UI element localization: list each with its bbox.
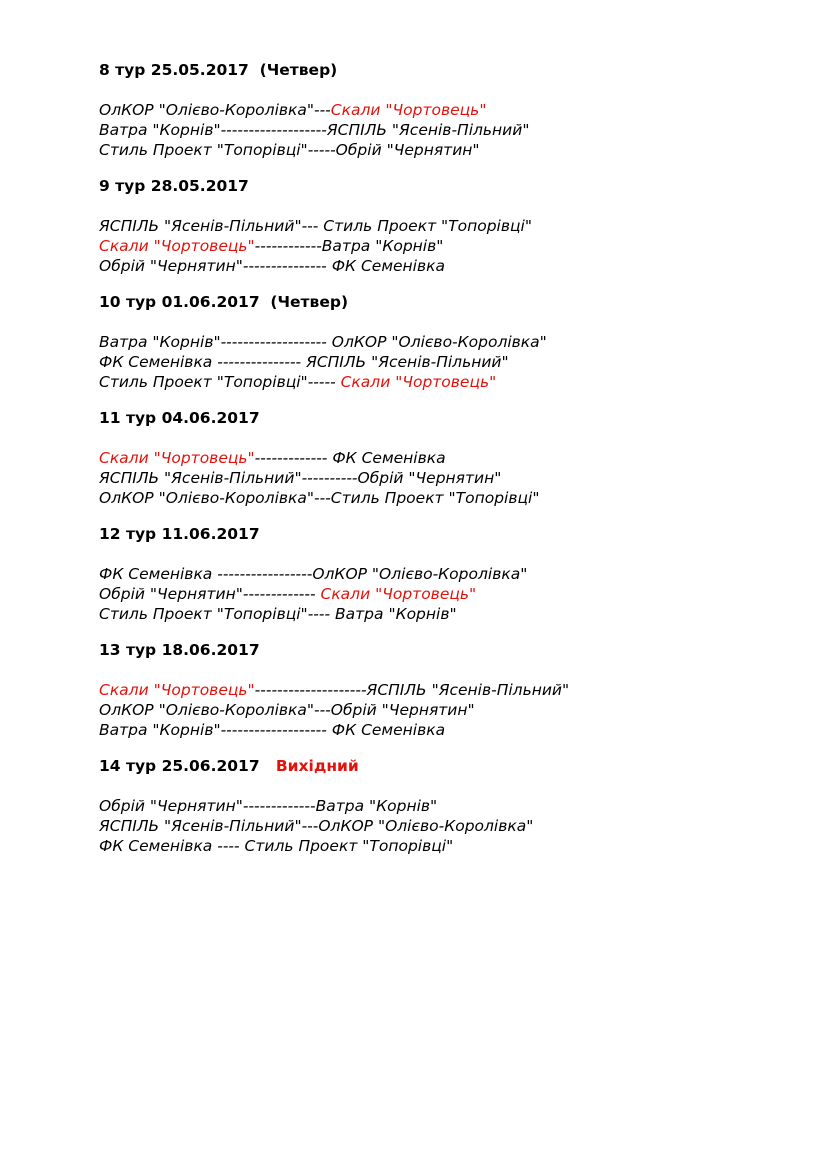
match-line	[99, 604, 799, 624]
away-team: ФК Семенівка	[332, 449, 446, 467]
away-team: ЯСПІЛЬ "Ясенів-Пільний"	[306, 353, 509, 371]
round-block	[99, 524, 799, 624]
home-team: ФК Семенівка	[99, 837, 213, 855]
schedule-document	[99, 60, 799, 872]
match-line	[99, 448, 799, 468]
away-team: Скали "Чортовець"	[340, 373, 497, 391]
home-team: ФК Семенівка	[99, 353, 213, 371]
round-block	[99, 60, 799, 160]
away-team: Ватра "Корнів"	[321, 237, 444, 255]
away-team: ФК Семенівка	[331, 721, 446, 739]
match-separator: ---	[301, 217, 324, 235]
away-team: Стиль Проект "Топорівці"	[244, 837, 454, 855]
round-date: 18.06.2017	[161, 641, 260, 659]
home-team: Ватра "Корнів"	[99, 333, 221, 351]
home-team: ОлКОР "Олієво-Королівка"	[99, 701, 314, 719]
home-team: Ватра "Корнів"	[99, 121, 221, 139]
round-number: 10 тур	[99, 293, 157, 311]
round-number: 12 тур	[99, 525, 157, 543]
match-line	[99, 564, 799, 584]
match-line	[99, 816, 799, 836]
away-team: Стиль Проект "Топорівці"	[330, 489, 540, 507]
round-heading	[99, 640, 799, 660]
round-heading	[99, 524, 799, 544]
match-line	[99, 120, 799, 140]
round-block	[99, 756, 799, 856]
match-separator: ------------	[254, 237, 322, 255]
home-team: ОлКОР "Олієво-Королівка"	[99, 489, 314, 507]
match-line	[99, 584, 799, 604]
match-separator: ---------------	[242, 257, 332, 275]
round-block	[99, 408, 799, 508]
match-separator: -----	[307, 141, 336, 159]
round-number: 13 тур	[99, 641, 157, 659]
match-line	[99, 680, 799, 700]
match-separator: ----------	[301, 469, 358, 487]
match-separator: -------------------	[220, 721, 332, 739]
home-team: Стиль Проект "Топорівці"	[99, 141, 308, 159]
round-date: 01.06.2017	[161, 293, 260, 311]
match-line	[99, 796, 799, 816]
away-team: Обрій "Чернятин"	[335, 141, 480, 159]
match-separator: ---	[314, 701, 331, 719]
home-team: Обрій "Чернятин"	[99, 257, 243, 275]
home-team: Ватра "Корнів"	[99, 721, 221, 739]
home-team: ЯСПІЛЬ "Ясенів-Пільний"	[99, 469, 302, 487]
match-line	[99, 700, 799, 720]
match-separator: -------------	[242, 797, 316, 815]
match-separator: -----------------	[212, 565, 313, 583]
round-date: 04.06.2017	[161, 409, 260, 427]
away-team: Обрій "Чернятин"	[357, 469, 502, 487]
match-separator: ---------------	[212, 353, 307, 371]
away-team: ОлКОР "Олієво-Королівка"	[331, 333, 547, 351]
match-line	[99, 140, 799, 160]
match-separator: -------------------	[220, 121, 327, 139]
match-separator: -------------	[242, 585, 321, 603]
round-heading	[99, 292, 799, 312]
away-team: Ватра "Корнів"	[315, 797, 438, 815]
round-number: 14 тур	[99, 757, 157, 775]
match-separator: -------------	[254, 449, 333, 467]
match-separator: ---	[301, 817, 319, 835]
match-line	[99, 100, 799, 120]
match-line	[99, 836, 799, 856]
match-line	[99, 216, 799, 236]
home-team: Обрій "Чернятин"	[99, 585, 243, 603]
away-team: Скали "Чортовець"	[320, 585, 477, 603]
match-line	[99, 372, 799, 392]
round-note: (Четвер)	[270, 293, 349, 311]
match-line	[99, 720, 799, 740]
match-separator: ----	[212, 837, 245, 855]
away-team: Обрій "Чернятин"	[330, 701, 475, 719]
home-team: Скали "Чортовець"	[99, 449, 255, 467]
home-team: Скали "Чортовець"	[99, 237, 255, 255]
round-block	[99, 640, 799, 740]
match-separator: ---	[314, 101, 331, 119]
round-number: 9 тур	[99, 177, 146, 195]
match-line	[99, 468, 799, 488]
away-team: Скали "Чортовець"	[330, 101, 487, 119]
home-team: Скали "Чортовець"	[99, 681, 255, 699]
home-team: ЯСПІЛЬ "Ясенів-Пільний"	[99, 217, 302, 235]
away-team: ОлКОР "Олієво-Королівка"	[318, 817, 534, 835]
round-note: (Четвер)	[259, 61, 338, 79]
round-date: 25.06.2017	[161, 757, 260, 775]
round-heading	[99, 176, 799, 196]
away-team: Ватра "Корнів"	[335, 605, 457, 623]
away-team: ФК Семенівка	[331, 257, 445, 275]
day-off-label: Вихідний	[275, 757, 359, 775]
home-team: ОлКОР "Олієво-Королівка"	[99, 101, 314, 119]
round-block	[99, 176, 799, 276]
round-heading	[99, 408, 799, 428]
home-team: Стиль Проект "Топорівці"	[99, 373, 308, 391]
away-team: ОлКОР "Олієво-Королівка"	[312, 565, 528, 583]
away-team: ЯСПІЛЬ "Ясенів-Пільний"	[326, 121, 530, 139]
round-number: 8 тур	[99, 61, 146, 79]
match-separator: ----	[307, 605, 336, 623]
round-block	[99, 292, 799, 392]
round-heading	[99, 756, 799, 776]
match-line	[99, 352, 799, 372]
round-number: 11 тур	[99, 409, 157, 427]
round-date: 28.05.2017	[150, 177, 249, 195]
round-date: 11.06.2017	[161, 525, 260, 543]
home-team: Стиль Проект "Топорівці"	[99, 605, 308, 623]
match-line	[99, 256, 799, 276]
match-line	[99, 236, 799, 256]
away-team: Стиль Проект "Топорівці"	[323, 217, 532, 235]
round-heading	[99, 60, 799, 80]
home-team: ЯСПІЛЬ "Ясенів-Пільний"	[99, 817, 302, 835]
match-separator: -----	[307, 373, 341, 391]
match-line	[99, 488, 799, 508]
match-separator: -------------------	[220, 333, 332, 351]
home-team: Обрій "Чернятин"	[99, 797, 243, 815]
home-team: ФК Семенівка	[99, 565, 213, 583]
match-separator: --------------------	[254, 681, 367, 699]
away-team: ЯСПІЛЬ "Ясенів-Пільний"	[366, 681, 570, 699]
match-line	[99, 332, 799, 352]
match-separator: ---	[314, 489, 331, 507]
round-date: 25.05.2017	[150, 61, 249, 79]
